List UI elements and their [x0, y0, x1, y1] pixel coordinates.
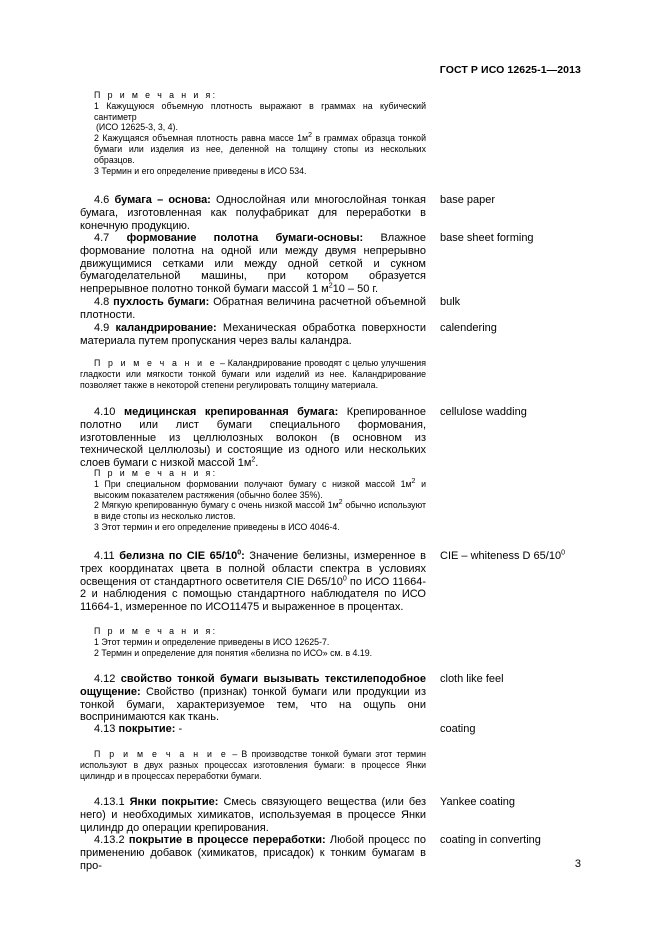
note-heading: П р и м е ч а н и я:: [94, 468, 218, 478]
term-text: 4.11 белизна по CIE $65/10^0$: Значение белизны, измеренное в трех координатах цвета в полной области спектра в условиях освещения от стандартного осветителя CIE $D65/10^0$ по ИСО 11664-2 и наблюдения с помощью стандартного наблюдателя по ИСО 11664-1, измеренное по ИСО11475 и выраженное в процентах.: [80, 549, 426, 614]
note-4-9: [80, 358, 426, 390]
term-text: 4.8 пухлость бумаги: Обратная величина расчетной объемной плотности.: [80, 296, 427, 321]
note-4-13: [80, 749, 426, 781]
note-line: 2 Мягкую крепированную бумагу с очень низкой массой $1м^2$ обычно используют в виде стопы из несколько листов.: [94, 499, 427, 522]
note-4-11: [80, 626, 426, 658]
term-4-12-en: cloth like feel: [440, 673, 504, 685]
term-text: 4.13.2 покрытие в процессе переработки: Любой процесс по применению добавок (химикатов, присадок) к тонким бумагам в про-: [80, 834, 426, 872]
term-4-9-en: calendering: [440, 322, 497, 334]
note-line: 1 При специальном формовании получают бумагу с низкой массой $1м^2$ и высоким показателем растяжения (обычно более 35%).: [94, 477, 427, 500]
note-text: П р и м е ч а н и е – Каландрирование проводят с целью улучшения гладкости или мягкости тонкой бумаги или изделий из нее. Каландрирование позволяет также в некоторой степени регулировать толщину материала.: [80, 358, 426, 390]
term-4-7-en: base sheet forming: [440, 232, 534, 244]
term-4-7: [80, 232, 426, 296]
term-4-6-en: base paper: [440, 194, 496, 206]
document-header: ГОСТ Р ИСО 12625-1—2013: [439, 64, 581, 76]
note-heading: П р и м е ч а н и я:: [94, 626, 218, 636]
note-4-10: [80, 468, 426, 533]
page-number: 3: [574, 858, 581, 870]
note-heading: П р и м е ч а н и я:: [94, 90, 218, 100]
term-4-11-en: CIE – whiteness D $65/10^0$: [440, 549, 565, 562]
term-text: 4.7 формование полотна бумаги-основы: Влажное формование полотна на одной или между двумя непрерывно движущимися сетками или между одной сеткой и сукном бумагоделательной машины, при котором образуется непрерывное полотно тонкой бумаги массой 1 $м^210 - 50$ г.: [80, 232, 426, 296]
term-4-10-en: cellulose wadding: [440, 406, 527, 418]
term-4-13-1: [80, 796, 426, 834]
term-text: 4.12 свойство тонкой бумаги вызывать текстилеподобное ощущение: Свойство (признак) тонкой бумаги или продукции из тонкой бумаги, характеризуемое тем, что на ощупь они воспринимаются как ткань.: [80, 673, 426, 724]
term-4-13: [80, 723, 426, 736]
term-4-8-en: bulk: [440, 296, 461, 308]
note-line: 1 Кажущуюся объемную плотность выражают в граммах на кубический сантиметр: [94, 100, 426, 122]
term-4-8: [80, 296, 426, 322]
note-text: П р и м е ч а н и е – В производстве тонкой бумаги этот термин используют в двух разных процессах изготовления бумаги: в процессе Янки цилиндр и в процессах переработки бумаги.: [80, 749, 426, 781]
term-4-9: [80, 322, 426, 348]
term-text: 4.6 бумага – основа: Однослойная или многослойная тонкая бумага, изготовленная как полуфабрикат для переработки в конечную продукцию.: [80, 194, 426, 232]
term-text: 4.10 медицинская крепированная бумага: Крепированное полотно или лист бумаги специального формования, изготовленные из целлюлозных волокон (в основном из технической целлюлозы) и состоящие из одного или нескольких слоев бумаги с низкой массой $1м^2$.: [80, 406, 427, 470]
term-4-10: [80, 406, 426, 470]
term-4-13-2: [80, 834, 426, 872]
term-4-13-2-en: coating in converting: [440, 834, 541, 846]
note-line: 1 Этот термин и определение приведены в ИСО 12625-7.: [94, 636, 330, 647]
note-line: 3 Термин и его определение приведены в ИСО 534.: [94, 165, 307, 176]
term-4-6: [80, 194, 426, 232]
term-4-13-1-en: Yankee coating: [440, 796, 516, 808]
term-text: 4.9 каландрирование: Механическая обработка поверхности материала путем пропускания через валы каландра.: [80, 322, 427, 347]
term-text: 4.13 покрытие: -: [94, 723, 183, 735]
term-4-12: [80, 673, 426, 724]
note-line: 2 Термин и определение для понятия «белизна по ИСО» см. в 4.19.: [94, 647, 373, 658]
note-line: 3 Этот термин и его определение приведены в ИСО 4046-4.: [94, 521, 340, 532]
note-line: 2 Кажущаяся объемная плотность равна массе $1м^2$ в граммах образца тонкой бумаги или изделия из нее, деленной на толщину стопы из нескольких образцов.: [94, 132, 426, 165]
term-4-11: [80, 550, 426, 614]
note-line: (ИСО 12625-3, 3, 4).: [96, 122, 178, 133]
term-4-13-en: coating: [440, 723, 476, 735]
note-block-1: [80, 90, 426, 176]
term-text: 4.13.1 Янки покрытие: Смесь связующего вещества (или без него) и необходимых химикатов, используемая в процессе Янки цилиндр до операции крепирования.: [80, 796, 426, 834]
